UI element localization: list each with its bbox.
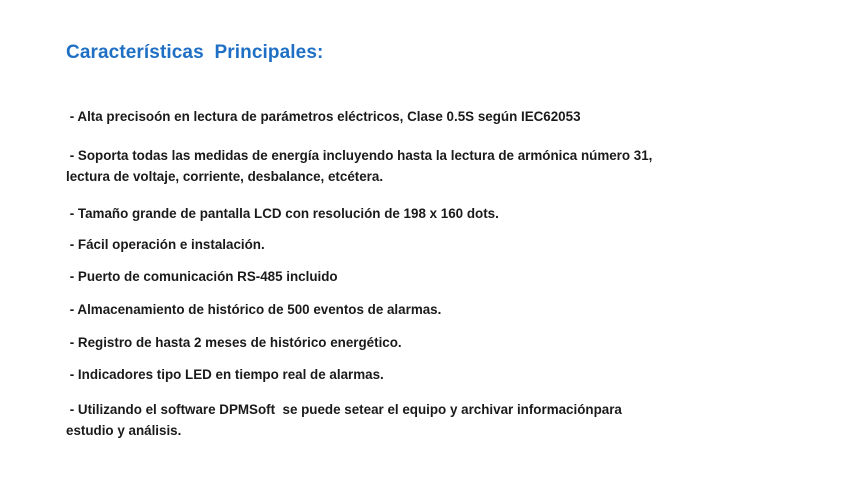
feature-item: - Tamaño grande de pantalla LCD con resolución de 198 x 160 dots. <box>66 206 499 221</box>
feature-item: - Indicadores tipo LED en tiempo real de alarmas. <box>66 367 384 382</box>
feature-item: - Registro de hasta 2 meses de histórico energético. <box>66 335 402 350</box>
feature-item: - Utilizando el software DPMSoft se puede setear el equipo y archivar informaciónpara estudio y análisis. <box>66 402 622 438</box>
feature-item: - Puerto de comunicación RS-485 incluido <box>66 269 338 284</box>
feature-item: - Fácil operación e instalación. <box>66 237 265 252</box>
page-title: Características Principales: <box>66 42 324 63</box>
feature-item: - Alta precisoón en lectura de parámetros eléctricos, Clase 0.5S según IEC62053 <box>66 109 581 124</box>
feature-item: - Almacenamiento de histórico de 500 eventos de alarmas. <box>66 302 442 317</box>
feature-item: - Soporta todas las medidas de energía incluyendo hasta la lectura de armónica número 31, lectura de voltaje, corriente, desbalance, etcétera. <box>66 148 653 184</box>
